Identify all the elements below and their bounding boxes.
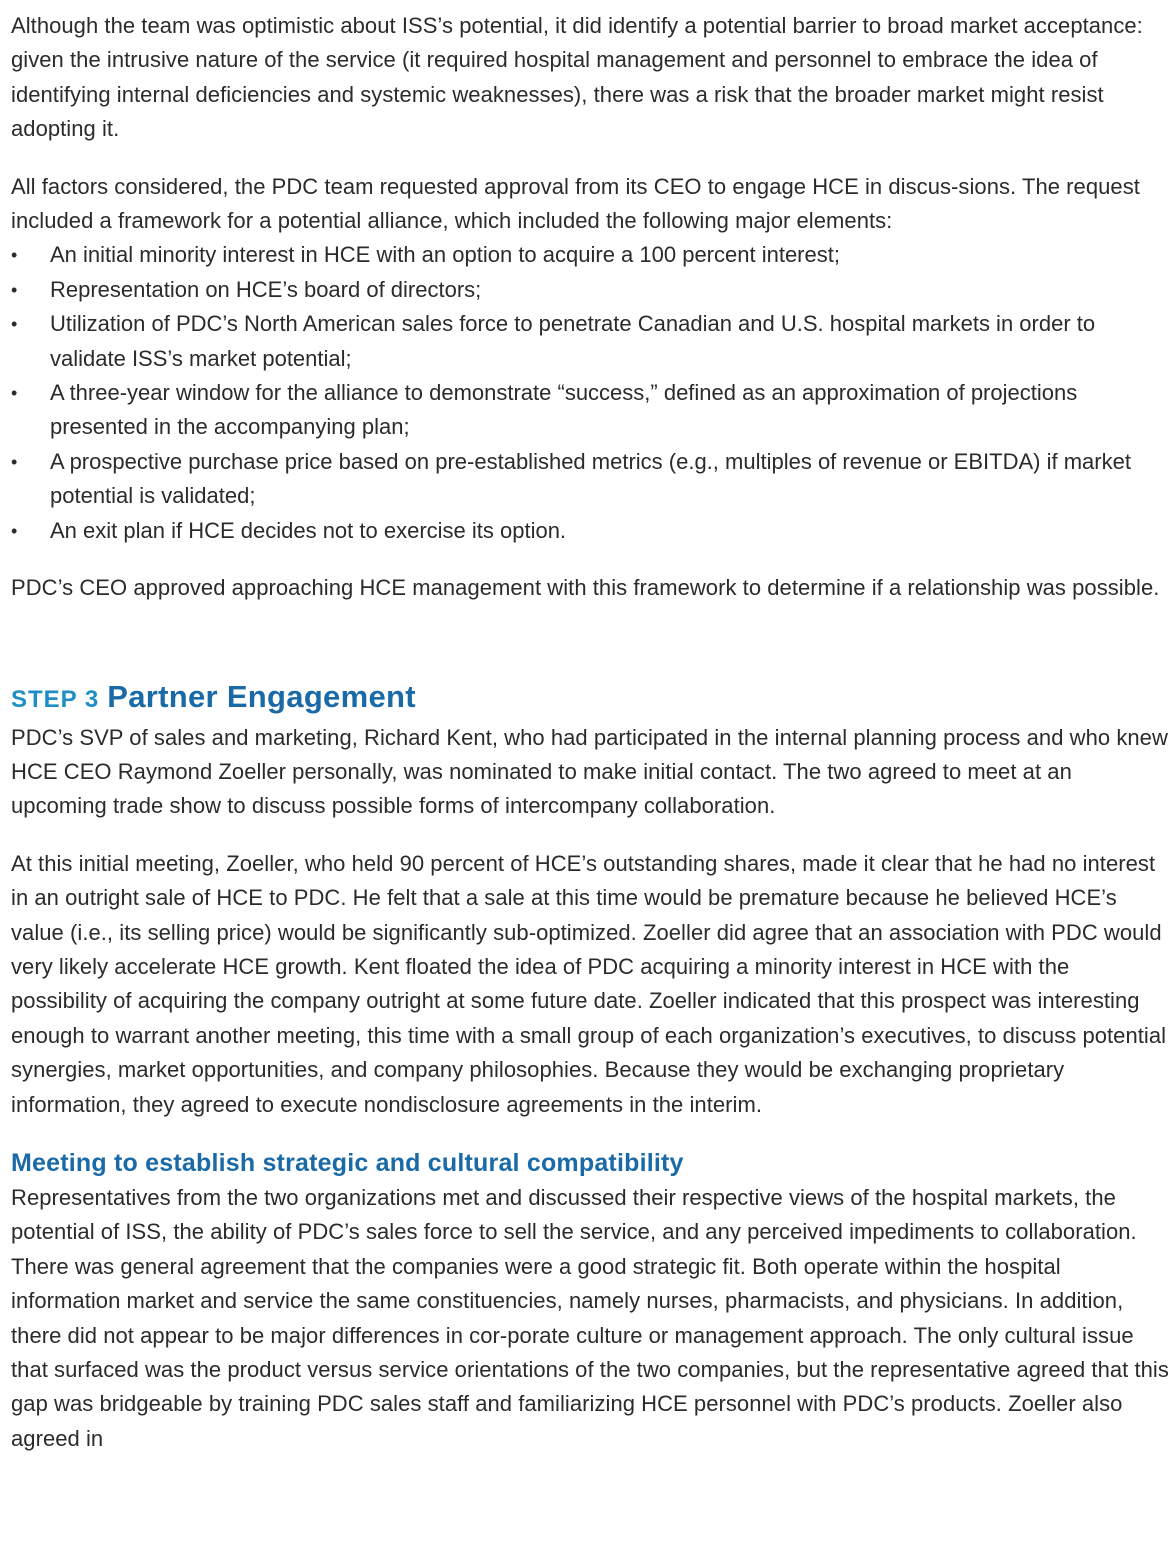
step-title: Partner Engagement	[107, 678, 416, 714]
step-heading	[11, 673, 1171, 721]
step-label: STEP 3	[11, 685, 100, 713]
document-page	[11, 9, 1171, 1456]
paragraph-compatibility-meeting: Representatives from the two organizations met and discussed their respective views of the hospital markets, the potential of ISS, the ability of PDC’s sales force to sell the service, and any perceived impediments to collaboration. There was general agreement that the companies were a good strategic fit. Both operate within the hospital information market and service the same constituencies, namely nurses, pharmacists, and physicians. In addition, there did not appear to be major differences in cor-porate culture or management approach. The only cultural issue that surfaced was the product versus service orientations of the two companies, but the representative agreed that this gap was bridgeable by training PDC sales staff and familiarizing HCE personnel with PDC’s products. Zoeller also agreed in	[11, 1184, 1169, 1451]
paragraph-market-barrier: Although the team was optimistic about ISS’s potential, it did identify a potential barrier to broad market acceptance: given the intrusive nature of the service (it required hospital management and personnel to embrace the idea of identifying internal deficiencies and systemic weaknesses), there was a risk that the broader market might resist adopting it.	[11, 13, 1143, 142]
bullet-marker: •	[11, 451, 18, 472]
list-item-text: A prospective purchase price based on pre-established metrics (e.g., multiples of revenue or EBITDA) if market potential is validated;	[50, 448, 1131, 509]
paragraph-ceo-approval: PDC’s CEO approved approaching HCE management with this framework to determine if a relationship was possible.	[11, 575, 1160, 601]
alliance-elements-list	[11, 238, 1171, 548]
list-item-text: A three-year window for the alliance to demonstrate “success,” defined as an approximation of projections presented in the accompanying plan;	[50, 380, 1078, 440]
bullet-marker: •	[11, 245, 18, 266]
list-item	[11, 376, 1171, 445]
list-item	[11, 238, 1171, 272]
list-item-text: An initial minority interest in HCE with an option to acquire a 100 percent interest;	[50, 242, 840, 268]
section-subheading: Meeting to establish strategic and cultural compatibility	[11, 1148, 684, 1177]
list-item	[11, 514, 1171, 548]
paragraph-initial-meeting: At this initial meeting, Zoeller, who held 90 percent of HCE’s outstanding shares, made it clear that he had no interest in an outright sale of HCE to PDC. He felt that a sale at this time would be premature because he believed HCE’s value (i.e., its selling price) would be significantly sub-optimized. Zoeller did agree that an association with PDC would very likely accelerate HCE growth. Kent floated the idea of PDC acquiring a minority interest in HCE with the possibility of acquiring the company outright at some future date. Zoeller indicated that this prospect was interesting enough to warrant another meeting, this time with a small group of each organization’s executives, to discuss potential synergies, market opportunities, and company philosophies. Because they would be exchanging proprietary information, they agreed to execute nondisclosure agreements in the interim.	[11, 850, 1167, 1117]
list-item-text: An exit plan if HCE decides not to exercise its option.	[50, 517, 567, 543]
list-item-text: Representation on HCE’s board of directors;	[50, 276, 482, 302]
list-item	[11, 307, 1171, 376]
bullet-marker: •	[11, 520, 18, 541]
bullet-marker: •	[11, 314, 18, 335]
bullet-marker: •	[11, 279, 18, 300]
paragraph-approval-request: All factors considered, the PDC team requested approval from its CEO to engage HCE in discus-sions. The request included a framework for a potential alliance, which included the following major elements:	[11, 173, 1140, 234]
bullet-marker: •	[11, 383, 18, 404]
list-item	[11, 445, 1171, 514]
paragraph-initial-contact: PDC’s SVP of sales and marketing, Richard Kent, who had participated in the internal planning process and who knew HCE CEO Raymond Zoeller personally, was nominated to make initial contact. The two agreed to meet at an upcoming trade show to discuss possible forms of intercompany collaboration.	[11, 724, 1168, 819]
list-item	[11, 273, 1171, 307]
list-item-text: Utilization of PDC’s North American sales force to penetrate Canadian and U.S. hospital markets in order to validate ISS’s market potential;	[50, 311, 1096, 371]
